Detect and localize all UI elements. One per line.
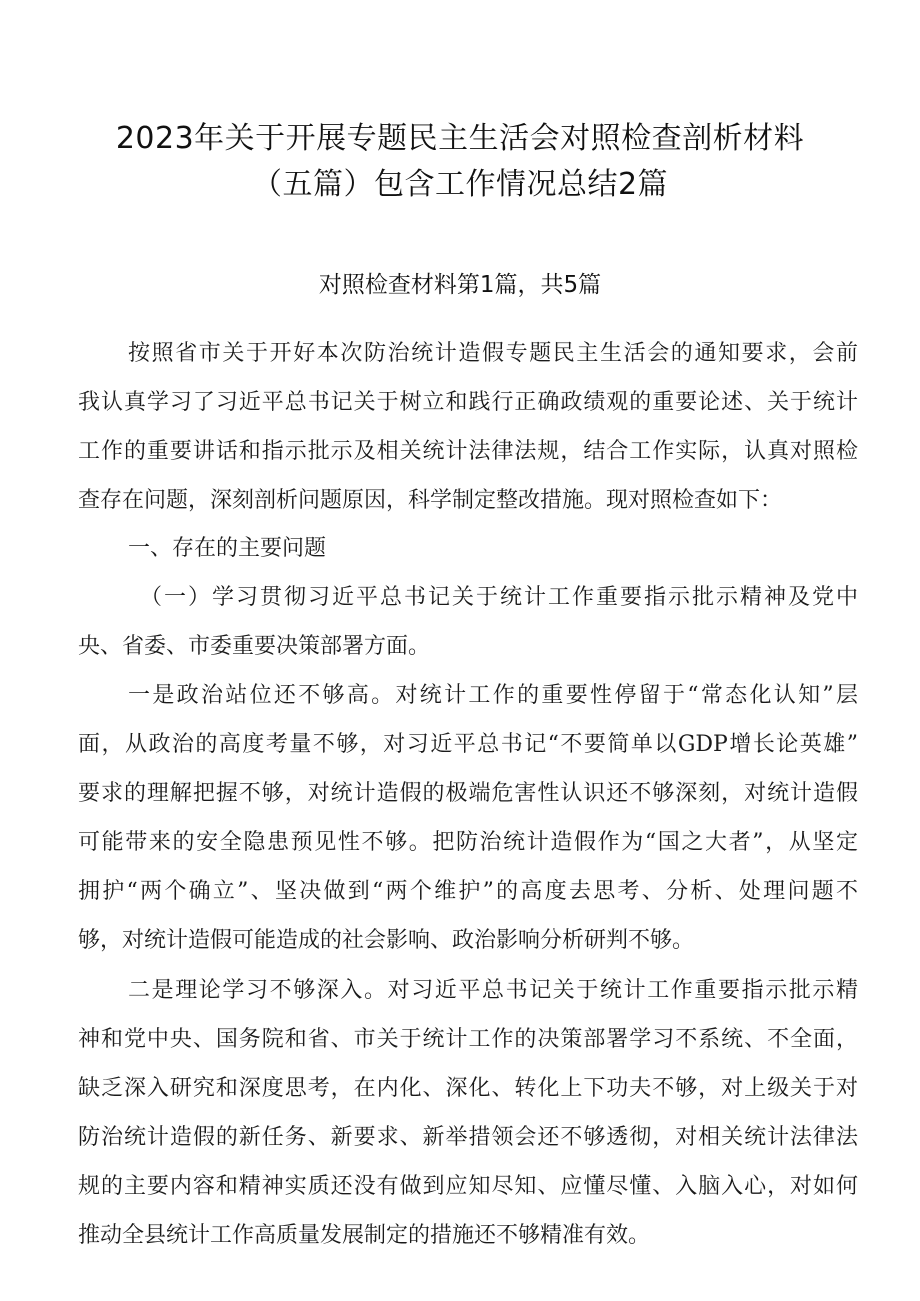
body-line: 要求的理解把握不够，对统计造假的极端危害性认识还不够深刻，对统计造假 <box>78 781 858 806</box>
body-line: 我认真学习了习近平总书记关于树立和践行正确政绩观的重要论述、关于统计 <box>78 390 858 415</box>
body-line: 够，对统计造假可能造成的社会影响、政治影响分析研判不够。 <box>78 928 695 953</box>
document-title-line-1: 2023年关于开展专题民主生活会对照检查剖析材料 <box>115 121 805 156</box>
body-line: 规的主要内容和精神实质还没有做到应知尽知、应懂尽懂、入脑入心，对如何 <box>78 1174 858 1199</box>
body-line: 可能带来的安全隐患预见性不够。把防治统计造假作为“国之大者”，从坚定 <box>78 830 858 855</box>
body-line: 面，从政治的高度考量不够，对习近平总书记“不要简单以GDP增长论英雄” <box>78 732 858 757</box>
body-line: 央、省委、市委重要决策部署方面。 <box>78 634 431 659</box>
document-title-line-2: （五篇）包含工作情况总结2篇 <box>251 167 669 202</box>
body-line: 一是政治站位还不够高。对统计工作的重要性停留于“常态化认知”层 <box>128 683 858 708</box>
body-line: 按照省市关于开好本次防治统计造假专题民主生活会的通知要求，会前 <box>128 341 858 366</box>
body-line: 防治统计造假的新任务、新要求、新举措领会还不够透彻，对相关统计法律法 <box>78 1125 858 1150</box>
body-line: 缺乏深入研究和深度思考，在内化、深化、转化上下功夫不够，对上级关于对 <box>78 1076 858 1101</box>
body-line: 推动全县统计工作高质量发展制定的措施还不够精准有效。 <box>78 1223 651 1248</box>
body-line: 二是理论学习不够深入。对习近平总书记关于统计工作重要指示批示精 <box>128 978 858 1003</box>
body-line: 工作的重要讲话和指示批示及相关统计法律法规，结合工作实际，认真对照检 <box>78 439 858 464</box>
body-line: 神和党中央、国务院和省、市关于统计工作的决策部署学习不系统、不全面， <box>78 1027 858 1052</box>
section-subheading: 一、存在的主要问题 <box>128 536 327 561</box>
body-line: （一）学习贯彻习近平总书记关于统计工作重要指示批示精神及党中 <box>140 585 858 610</box>
body-line: 查存在问题，深刻剖析问题原因，科学制定整改措施。现对照检查如下： <box>78 488 783 513</box>
section-heading: 对照检查材料第1篇，共5篇 <box>318 272 602 298</box>
body-line: 拥护“两个确立”、坚决做到“两个维护”的高度去思考、分析、处理问题不 <box>78 879 858 904</box>
